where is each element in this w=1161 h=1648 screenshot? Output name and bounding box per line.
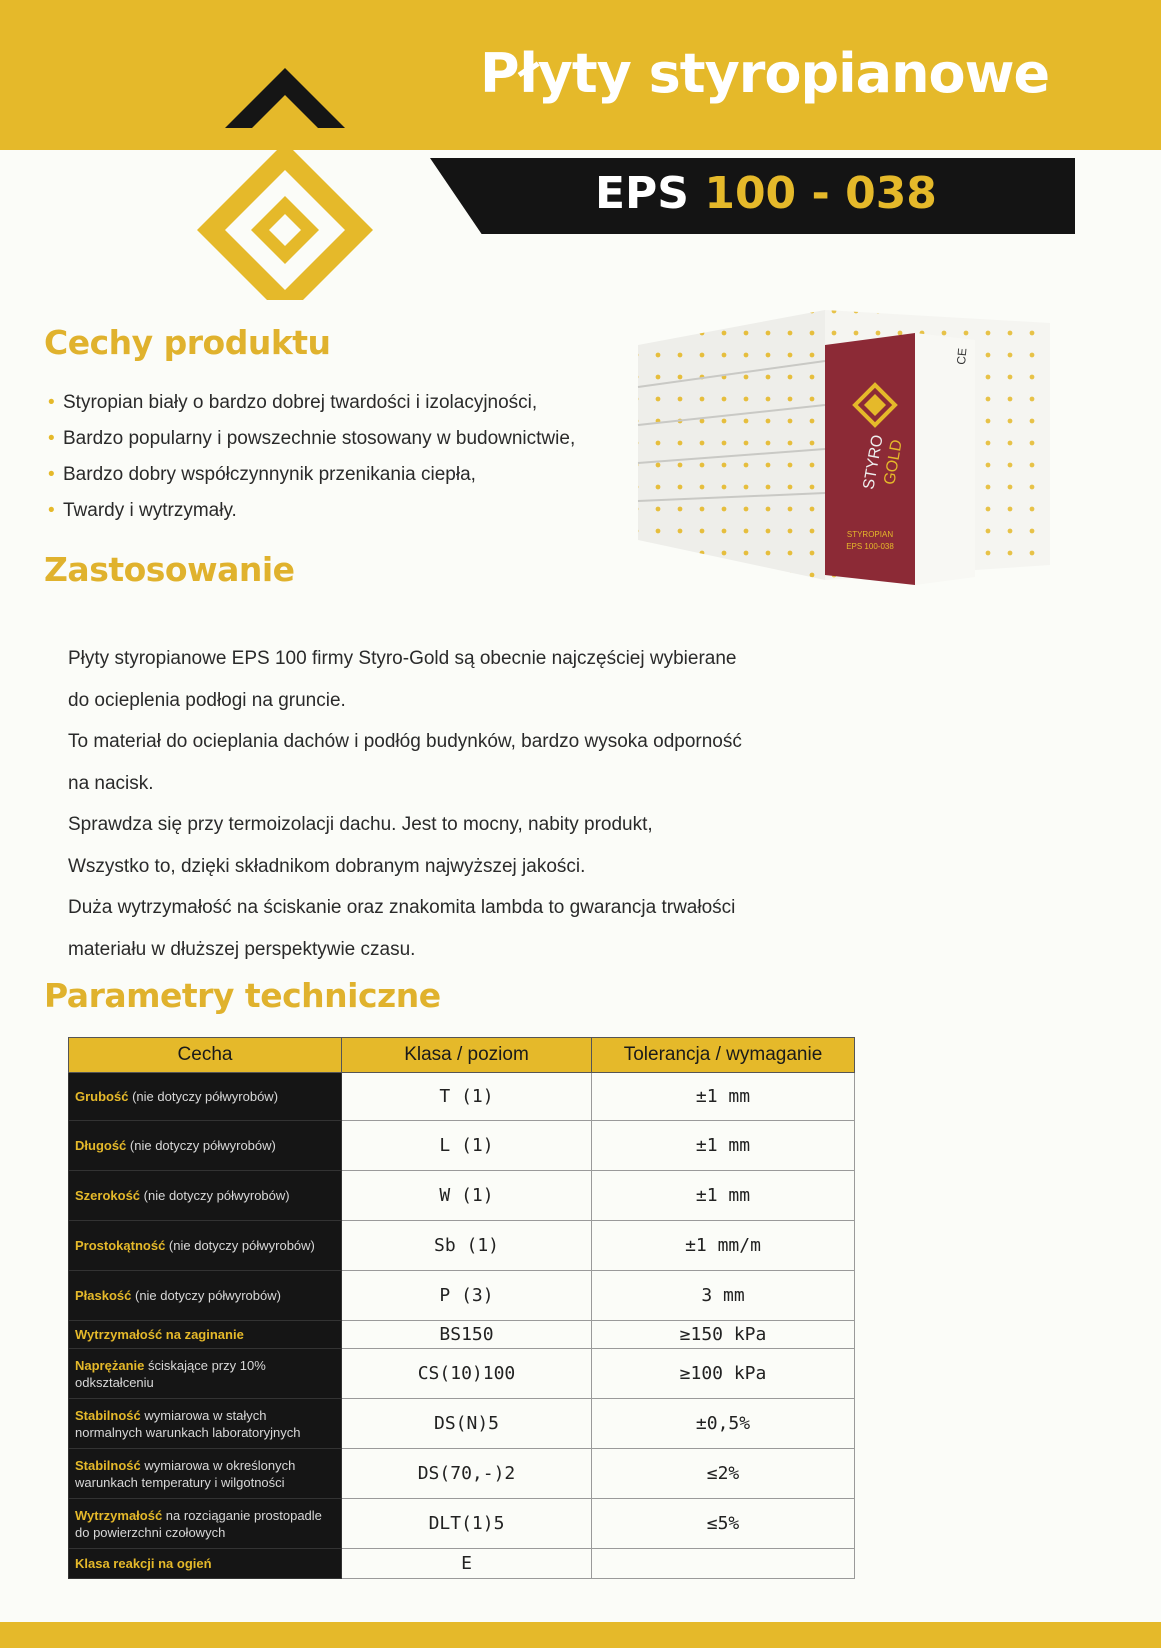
- feature-item: • Twardy i wytrzymały.: [48, 493, 648, 529]
- tolerance-cell: ±1 mm: [592, 1171, 855, 1221]
- feature-desc: na rozciąganie prostopadle do powierzchni czołowych: [75, 1507, 322, 1540]
- feature-cell: [69, 1449, 342, 1499]
- tolerance-cell: ≤2%: [592, 1449, 855, 1499]
- feature-cell: [69, 1171, 342, 1221]
- feature-cell: [69, 1549, 342, 1579]
- feature-cell: [69, 1073, 342, 1121]
- application-line: do ocieplenia podłogi na gruncie.: [68, 689, 346, 711]
- level-cell: Sb (1): [342, 1221, 592, 1271]
- model-number: 100 - 038: [704, 168, 937, 219]
- features-list: [48, 385, 648, 529]
- level-cell: DS(N)5: [342, 1399, 592, 1449]
- application-line: Duża wytrzymałość na ściskanie oraz znakomita lambda to gwarancja trwałości: [68, 897, 736, 918]
- feature-cell: [69, 1349, 342, 1399]
- feature-desc: (nie dotyczy półwyrobów): [131, 1288, 281, 1303]
- tolerance-cell: ±1 mm: [592, 1121, 855, 1171]
- level-cell: BS150: [342, 1321, 592, 1349]
- styro-gold-logo-icon: [170, 50, 400, 300]
- parameters-table: [68, 1037, 855, 1579]
- table-row: [69, 1073, 855, 1121]
- table-row: [69, 1499, 855, 1549]
- product-package-image: [630, 305, 1060, 625]
- feature-desc: wymiarowa w określonych warunkach temperatury i wilgotności: [75, 1457, 296, 1490]
- features-heading: Cechy produktu: [44, 323, 331, 362]
- table-row: [69, 1321, 855, 1349]
- application-line: To materiał do ocieplania dachów i podłóg budynków, bardzo wysoka odporność: [68, 731, 742, 752]
- tolerance-cell: ±1 mm: [592, 1073, 855, 1121]
- table-row: [69, 1271, 855, 1321]
- tolerance-cell: ±1 mm/m: [592, 1221, 855, 1271]
- tolerance-cell: ≥150 kPa: [592, 1321, 855, 1349]
- feature-name: Długość: [75, 1138, 127, 1153]
- feature-cell: [69, 1399, 342, 1449]
- feature-item: • Styropian biały o bardzo dobrej twardości i izolacyjności,: [48, 385, 648, 421]
- tolerance-cell: ≥100 kPa: [592, 1349, 855, 1399]
- application-heading: Zastosowanie: [44, 550, 295, 589]
- tolerance-cell: [592, 1549, 855, 1579]
- feature-name: Stabilność: [75, 1407, 141, 1423]
- column-header: Tolerancja / wymaganie: [592, 1038, 855, 1073]
- application-text: [68, 638, 742, 970]
- feature-name: Szerokość: [75, 1188, 141, 1203]
- table-row: [69, 1171, 855, 1221]
- tolerance-cell: ±0,5%: [592, 1399, 855, 1449]
- tolerance-cell: ≤5%: [592, 1499, 855, 1549]
- level-cell: E: [342, 1549, 592, 1579]
- table-row: [69, 1221, 855, 1271]
- table-row: [69, 1399, 855, 1449]
- feature-desc: ściskające przy 10% odkształceniu: [75, 1357, 266, 1390]
- model-prefix: EPS: [595, 168, 689, 219]
- model-name: [595, 168, 937, 219]
- feature-cell: [69, 1321, 342, 1349]
- feature-desc: (nie dotyczy półwyrobów): [126, 1138, 276, 1153]
- column-header: Klasa / poziom: [342, 1038, 592, 1073]
- feature-desc: (nie dotyczy półwyrobów): [165, 1238, 315, 1253]
- package-brand-line2: GOLD: [881, 438, 906, 487]
- feature-cell: [69, 1499, 342, 1549]
- feature-cell: [69, 1121, 342, 1171]
- feature-desc: (nie dotyczy półwyrobów): [140, 1188, 290, 1203]
- feature-name: Naprężanie: [75, 1357, 145, 1373]
- application-line: Płyty styropianowe EPS 100 firmy Styro-Gold są obecnie najczęściej wybierane: [68, 648, 737, 669]
- table-row: [69, 1349, 855, 1399]
- level-cell: L (1): [342, 1121, 592, 1171]
- application-line: Wszystko to, dzięki składnikom dobranym najwyższej jakości.: [68, 855, 586, 877]
- feature-cell: [69, 1271, 342, 1321]
- level-cell: DS(70,-)2: [342, 1449, 592, 1499]
- level-cell: W (1): [342, 1171, 592, 1221]
- feature-name: Wytrzymałość na zaginanie: [75, 1327, 244, 1342]
- table-row: [69, 1549, 855, 1579]
- level-cell: DLT(1)5: [342, 1499, 592, 1549]
- application-line: materiału w dłuższej perspektywie czasu.: [68, 938, 416, 960]
- feature-desc: wymiarowa w stałych normalnych warunkach laboratoryjnych: [75, 1407, 301, 1440]
- parameters-heading: Parametry techniczne: [44, 976, 441, 1015]
- feature-name: Prostokątność: [75, 1238, 166, 1253]
- ce-mark: CE: [954, 347, 970, 366]
- level-cell: T (1): [342, 1073, 592, 1121]
- package-label-line1: STYROPIAN: [846, 530, 894, 539]
- footer-band: [0, 1622, 1161, 1648]
- feature-name: Wytrzymałość: [75, 1507, 163, 1523]
- feature-item: • Bardzo dobry współczynnynik przenikania ciepła,: [48, 457, 648, 493]
- level-cell: P (3): [342, 1271, 592, 1321]
- application-line: Sprawdza się przy termoizolacji dachu. Jest to mocny, nabity produkt,: [68, 814, 653, 835]
- feature-desc: (nie dotyczy półwyrobów): [128, 1089, 279, 1104]
- feature-name: Stabilność: [75, 1457, 141, 1473]
- feature-cell: [69, 1221, 342, 1271]
- table-row: [69, 1449, 855, 1499]
- feature-name: Klasa reakcji na ogień: [75, 1556, 212, 1571]
- feature-name: Grubość: [75, 1089, 129, 1104]
- table-row: [69, 1121, 855, 1171]
- package-brand-line1: STYRO: [860, 433, 887, 491]
- page-title: Płyty styropianowe: [480, 42, 1050, 105]
- application-line: na nacisk.: [68, 772, 154, 794]
- tolerance-cell: 3 mm: [592, 1271, 855, 1321]
- table-header-row: [69, 1038, 855, 1073]
- package-label-line2: EPS 100-038: [846, 542, 894, 551]
- feature-name: Płaskość: [75, 1288, 132, 1303]
- column-header: Cecha: [69, 1038, 342, 1073]
- level-cell: CS(10)100: [342, 1349, 592, 1399]
- feature-item: • Bardzo popularny i powszechnie stosowany w budownictwie,: [48, 421, 648, 457]
